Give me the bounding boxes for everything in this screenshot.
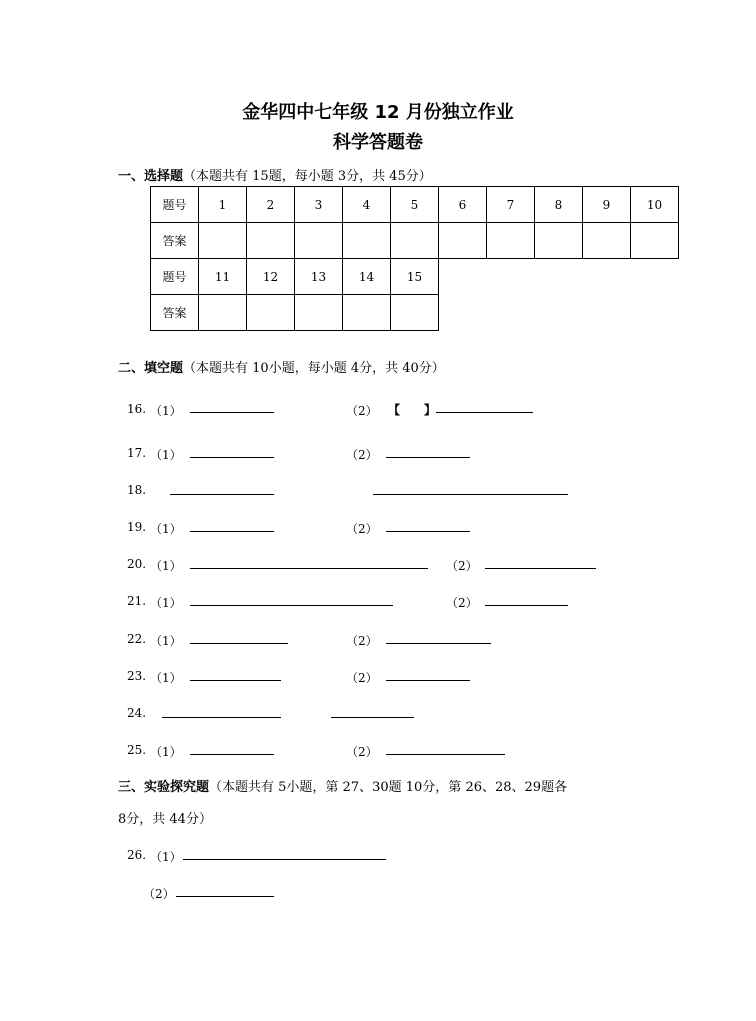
answer-line[interactable] — [373, 494, 568, 495]
answer-line[interactable] — [190, 680, 281, 681]
section-2-label: 二、填空题 — [118, 361, 184, 376]
question-number-cell: 8 — [535, 187, 583, 223]
question-number-cell: 12 — [247, 259, 295, 295]
answer-line[interactable] — [485, 568, 596, 569]
answer-cell[interactable] — [391, 223, 439, 259]
section-3-heading — [118, 776, 567, 795]
section-3-note: （本题共有 5小题，第 27、30题 10分，第 26、28、29题各 — [209, 780, 568, 795]
question-20-part1-label: （1） — [150, 559, 182, 573]
answer-cell[interactable] — [439, 223, 487, 259]
question-number-cell: 3 — [295, 187, 343, 223]
question-17-part2-label: （2） — [346, 448, 378, 462]
row-label-answer: 答案 — [151, 295, 199, 331]
answer-line[interactable] — [162, 717, 281, 718]
answer-line[interactable] — [190, 412, 274, 413]
section-2-note: （本题共有 10小题，每小题 4分，共 40分） — [183, 361, 445, 376]
question-16-part2-label: （2） — [346, 404, 378, 418]
question-22-part2-label: （2） — [346, 634, 378, 648]
section-3-label: 三、实验探究题 — [118, 780, 210, 795]
question-23-number: 23. — [127, 669, 147, 683]
question-19-part1-label: （1） — [150, 522, 182, 536]
answer-line[interactable] — [386, 457, 470, 458]
question-22-part1-label: （1） — [150, 634, 182, 648]
question-25-number: 25. — [127, 743, 147, 757]
section-3-note-continued: 8分，共 44分） — [118, 812, 212, 827]
page-title: 金华四中七年级 12 月份独立作业 — [242, 102, 514, 123]
answer-cell[interactable] — [199, 295, 247, 331]
answer-cell[interactable] — [295, 295, 343, 331]
answer-line[interactable] — [190, 754, 274, 755]
table-row — [151, 259, 439, 295]
section-1-label: 一、选择题 — [118, 169, 184, 184]
question-number-cell: 1 — [199, 187, 247, 223]
answer-cell[interactable] — [295, 223, 343, 259]
answer-cell[interactable] — [247, 223, 295, 259]
question-26-number: 26. — [127, 848, 147, 862]
question-number-cell: 14 — [343, 259, 391, 295]
section-2-heading — [118, 357, 445, 376]
question-17-number: 17. — [127, 446, 147, 460]
question-20-part2-label: （2） — [446, 559, 478, 573]
question-22-number: 22. — [127, 632, 147, 646]
question-number-cell: 10 — [631, 187, 679, 223]
answer-cell[interactable] — [487, 223, 535, 259]
answer-cell[interactable] — [535, 223, 583, 259]
question-16-number: 16. — [127, 402, 147, 416]
section-1-heading — [118, 165, 432, 184]
answer-line[interactable] — [190, 643, 288, 644]
table-row — [151, 295, 439, 331]
question-number-cell: 9 — [583, 187, 631, 223]
question-20-number: 20. — [127, 557, 147, 571]
question-17-part1-label: （1） — [150, 448, 182, 462]
answer-line[interactable] — [190, 457, 274, 458]
answer-line[interactable] — [386, 754, 505, 755]
answer-cell[interactable] — [247, 295, 295, 331]
answer-table-row1 — [150, 186, 679, 259]
answer-line[interactable] — [190, 568, 428, 569]
answer-cell[interactable] — [343, 295, 391, 331]
question-19-part2-label: （2） — [346, 522, 378, 536]
question-16-part1-label: （1） — [150, 404, 182, 418]
answer-line[interactable] — [386, 531, 470, 532]
answer-line[interactable] — [436, 412, 533, 413]
answer-line[interactable] — [190, 531, 274, 532]
question-21-part2-label: （2） — [446, 596, 478, 610]
answer-line[interactable] — [386, 680, 470, 681]
answer-line[interactable] — [485, 605, 568, 606]
answer-line[interactable] — [170, 494, 274, 495]
section-1-note: （本题共有 15题，每小题 3分，共 45分） — [183, 169, 432, 184]
answer-cell[interactable] — [343, 223, 391, 259]
row-label-number: 题号 — [151, 187, 199, 223]
question-number-cell: 2 — [247, 187, 295, 223]
question-19-number: 19. — [127, 520, 147, 534]
answer-cell[interactable] — [391, 295, 439, 331]
table-row — [151, 187, 679, 223]
answer-line[interactable] — [176, 896, 274, 897]
answer-line[interactable] — [331, 717, 414, 718]
answer-cell[interactable] — [631, 223, 679, 259]
answer-line[interactable] — [190, 605, 393, 606]
question-number-cell: 15 — [391, 259, 439, 295]
answer-line[interactable] — [183, 859, 386, 860]
question-number-cell: 11 — [199, 259, 247, 295]
question-23-part1-label: （1） — [150, 671, 182, 685]
answer-table-row2 — [150, 258, 439, 331]
answer-line[interactable] — [386, 643, 491, 644]
question-26-part1-label: （1） — [150, 850, 182, 864]
page-subtitle: 科学答题卷 — [333, 132, 423, 153]
question-number-cell: 4 — [343, 187, 391, 223]
question-24-number: 24. — [127, 706, 147, 720]
question-number-cell: 5 — [391, 187, 439, 223]
table-row — [151, 223, 679, 259]
question-number-cell: 7 — [487, 187, 535, 223]
choice-bracket[interactable]: 【 】 — [388, 403, 437, 417]
question-18-number: 18. — [127, 483, 147, 497]
question-26-part2-label: （2） — [143, 887, 175, 901]
question-23-part2-label: （2） — [346, 671, 378, 685]
row-label-number: 题号 — [151, 259, 199, 295]
question-number-cell: 13 — [295, 259, 343, 295]
row-label-answer: 答案 — [151, 223, 199, 259]
question-number-cell: 6 — [439, 187, 487, 223]
question-21-part1-label: （1） — [150, 596, 182, 610]
question-25-part2-label: （2） — [346, 745, 378, 759]
question-21-number: 21. — [127, 594, 147, 608]
answer-cell[interactable] — [199, 223, 247, 259]
question-25-part1-label: （1） — [150, 745, 182, 759]
answer-cell[interactable] — [583, 223, 631, 259]
